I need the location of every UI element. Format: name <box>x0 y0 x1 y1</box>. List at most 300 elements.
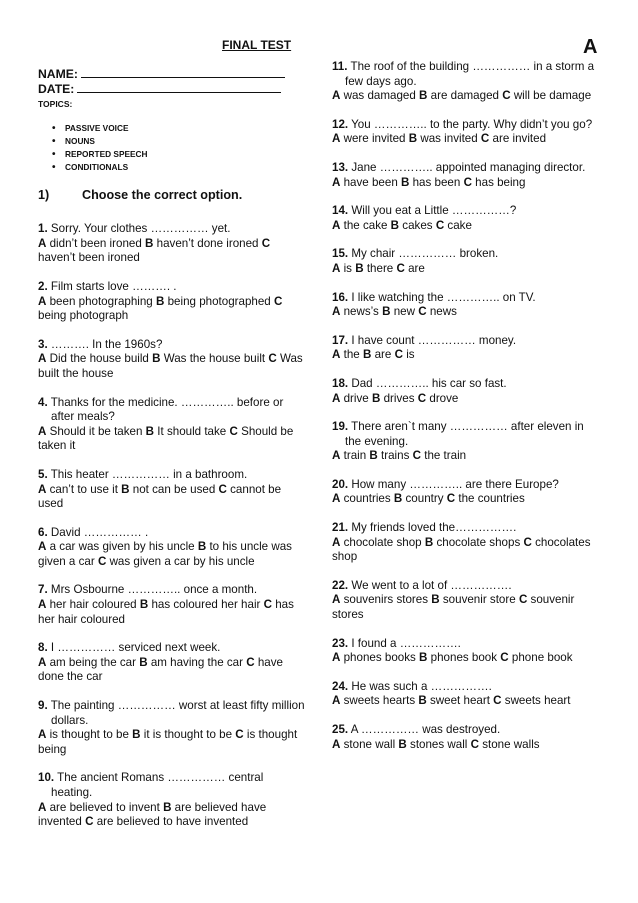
answer-option[interactable] <box>38 656 136 669</box>
question-number: 20. <box>332 477 349 491</box>
option-text: been photographing <box>49 294 153 308</box>
option-text: haven’t done ironed <box>156 236 259 250</box>
question-number: 2. <box>38 279 48 293</box>
answer-option[interactable] <box>332 348 360 361</box>
question-text-line <box>38 222 306 237</box>
option-letter: C <box>229 424 238 438</box>
question-number: 17. <box>332 333 349 347</box>
answer-options <box>332 262 602 277</box>
question-number: 16. <box>332 290 349 304</box>
option-text: souvenir store <box>442 593 516 607</box>
question-text: I …………… serviced next week. <box>50 641 221 655</box>
option-text: it is thought to be <box>143 728 233 742</box>
option-text: not can be used <box>132 482 216 496</box>
question-number: 7. <box>38 583 48 597</box>
section-instruction: Choose the correct option. <box>82 187 243 202</box>
option-text: am being the car <box>49 655 136 669</box>
question-text-line <box>38 771 306 800</box>
option-letter: B <box>132 728 141 742</box>
answer-options <box>332 536 602 565</box>
answer-option[interactable] <box>332 305 379 318</box>
option-letter: C <box>518 593 528 607</box>
question-number: 6. <box>38 525 48 539</box>
answer-options <box>38 801 306 830</box>
question-number: 1. <box>38 222 48 236</box>
option-letter: C <box>394 348 403 362</box>
option-text: there <box>366 261 394 275</box>
question-item <box>332 521 602 565</box>
answer-option[interactable] <box>332 593 428 606</box>
option-letter: B <box>145 236 154 250</box>
answer-options <box>332 738 602 753</box>
question-item <box>332 637 602 666</box>
answer-option[interactable] <box>121 483 215 496</box>
answer-options <box>332 492 602 507</box>
option-letter: C <box>417 391 427 405</box>
answer-option[interactable] <box>139 656 243 669</box>
question-text: How many ………….. are there Europe? <box>351 477 559 491</box>
option-letter: C <box>412 449 421 463</box>
answer-options <box>38 352 306 381</box>
option-text: is <box>343 261 352 275</box>
question-text: I found a ……………. <box>351 636 461 650</box>
option-letter: A <box>38 482 47 496</box>
option-letter: B <box>139 598 149 612</box>
answer-option[interactable] <box>152 352 265 365</box>
option-text: are invited <box>492 132 547 146</box>
option-letter: C <box>418 305 427 319</box>
option-letter: C <box>274 294 283 308</box>
answer-option[interactable] <box>398 738 467 751</box>
answer-options <box>38 656 306 685</box>
question-number: 3. <box>38 337 48 351</box>
answer-option[interactable] <box>332 492 391 505</box>
option-text: is <box>406 348 415 362</box>
option-text: countries <box>343 492 391 506</box>
answer-option[interactable] <box>425 536 520 549</box>
option-letter: C <box>268 352 277 366</box>
option-letter: A <box>38 655 47 669</box>
option-letter: A <box>332 348 341 362</box>
question-text-line <box>332 420 602 449</box>
question-number: 11. <box>332 60 348 73</box>
option-text: drive <box>343 391 369 405</box>
answer-options <box>38 425 306 454</box>
option-text: the countries <box>458 492 525 506</box>
question-text: This heater …………… in a bathroom. <box>50 467 248 481</box>
option-letter: B <box>418 694 427 708</box>
option-letter: C <box>463 175 472 189</box>
option-text: was damaged <box>343 89 416 103</box>
answer-option[interactable] <box>502 89 591 102</box>
option-text: are believed to have invented <box>96 815 249 829</box>
option-letter: A <box>332 651 341 665</box>
answer-option[interactable] <box>156 295 271 308</box>
answer-option[interactable] <box>418 392 459 405</box>
question-item <box>332 204 602 233</box>
question-item <box>332 377 602 406</box>
option-text: were invited <box>343 132 406 146</box>
option-text: can’t to use it <box>49 482 118 496</box>
option-text: stones wall <box>410 737 468 751</box>
question-text-line <box>38 583 306 598</box>
option-letter: A <box>332 89 341 103</box>
option-text: haven’t been ironed <box>38 251 140 265</box>
version-label: A <box>583 36 598 58</box>
answer-option[interactable] <box>98 555 255 568</box>
option-text: a car was given by his uncle <box>49 540 195 554</box>
option-letter: B <box>371 391 381 405</box>
answer-option[interactable] <box>332 132 405 145</box>
question-text: You ………….. to the party. Why didn’t you go? <box>351 117 593 131</box>
option-letter: C <box>263 598 272 612</box>
question-text: The roof of the building …………… in a storm a few days ago. <box>345 60 595 88</box>
option-text: to his uncle was given a car <box>38 540 292 568</box>
answer-option[interactable] <box>493 694 570 707</box>
question-item <box>38 526 306 570</box>
answer-options <box>332 132 602 147</box>
option-text: stone wall <box>343 737 396 751</box>
question-number: 14. <box>332 204 349 218</box>
answer-option[interactable] <box>38 483 118 496</box>
option-text: will be damage <box>513 89 592 103</box>
answer-option[interactable] <box>332 651 416 664</box>
option-letter: A <box>332 593 341 607</box>
answer-option[interactable] <box>419 89 499 102</box>
option-text: chocolate shop <box>343 535 422 549</box>
option-letter: B <box>431 593 440 607</box>
option-letter: B <box>398 737 407 751</box>
option-text: phone book <box>511 651 573 665</box>
question-text-line <box>332 377 602 392</box>
option-text: am having the car <box>150 655 243 669</box>
option-text: was invited <box>420 132 478 146</box>
question-text: Film starts love ………. . <box>50 279 177 293</box>
answer-option[interactable] <box>436 219 472 232</box>
answer-option[interactable] <box>409 132 478 145</box>
option-letter: C <box>85 815 94 829</box>
answer-option[interactable] <box>332 392 369 405</box>
question-item <box>332 161 602 190</box>
option-letter: C <box>502 89 511 103</box>
question-item <box>38 771 306 829</box>
option-letter: A <box>38 236 47 250</box>
question-number: 23. <box>332 636 349 650</box>
option-text: are believed to invent <box>49 800 160 814</box>
answer-option[interactable] <box>332 449 366 462</box>
answer-option[interactable] <box>395 348 415 361</box>
option-letter: C <box>493 694 502 708</box>
answer-option[interactable] <box>145 237 258 250</box>
option-letter: A <box>38 800 47 814</box>
answer-option[interactable] <box>391 219 433 232</box>
topic-item: • CONDITIONALS <box>65 161 306 174</box>
answer-option[interactable] <box>332 694 415 707</box>
option-letter: A <box>38 294 47 308</box>
option-letter: B <box>197 540 207 554</box>
option-letter: A <box>332 132 341 146</box>
question-number: 4. <box>38 395 48 409</box>
question-number: 12. <box>332 117 349 131</box>
option-letter: C <box>446 492 456 506</box>
option-text: are damaged <box>430 89 499 103</box>
answer-option[interactable] <box>332 176 398 189</box>
answer-options <box>38 483 306 512</box>
option-text: has her hair coloured <box>38 598 294 626</box>
option-text: is thought being <box>38 728 298 756</box>
answer-option[interactable] <box>500 651 572 664</box>
section-heading <box>38 188 306 203</box>
answer-option[interactable] <box>38 352 149 365</box>
option-text: the train <box>424 449 467 463</box>
question-text: He was such a ……………. <box>351 679 492 693</box>
answer-option[interactable] <box>38 540 195 553</box>
answer-options <box>332 176 602 191</box>
option-letter: A <box>332 694 341 708</box>
option-text: souvenirs stores <box>343 593 429 607</box>
option-text: cannot be used <box>38 482 282 511</box>
answer-option[interactable] <box>369 449 409 462</box>
option-text: drove <box>429 391 459 405</box>
option-letter: A <box>332 535 341 549</box>
question-item <box>332 118 602 147</box>
answer-options <box>332 694 602 709</box>
option-text: train <box>343 449 367 463</box>
answer-option[interactable] <box>464 176 526 189</box>
option-letter: C <box>246 655 255 669</box>
answer-options <box>38 540 306 569</box>
question-text-line <box>38 641 306 656</box>
answer-option[interactable] <box>394 492 444 505</box>
option-text: trains <box>381 449 410 463</box>
date-field <box>38 81 306 96</box>
option-letter: C <box>480 132 490 146</box>
question-text-line <box>332 247 602 262</box>
answer-option[interactable] <box>397 262 425 275</box>
answer-option[interactable] <box>85 815 248 828</box>
question-item <box>332 291 602 320</box>
option-text: souvenir stores <box>332 593 575 622</box>
name-field <box>38 66 306 81</box>
option-letter: A <box>332 305 341 319</box>
question-text-line <box>332 204 602 219</box>
answer-option[interactable] <box>332 738 395 751</box>
option-text: phones book <box>430 651 498 665</box>
option-letter: B <box>139 655 148 669</box>
topic-item: • NOUNS <box>65 135 306 148</box>
question-text-line <box>38 338 306 353</box>
question-text-line <box>38 396 306 425</box>
answer-option[interactable] <box>418 694 490 707</box>
page-title: FINAL TEST <box>222 38 292 52</box>
question-number: 19. <box>332 420 349 434</box>
answer-option[interactable] <box>332 536 422 549</box>
answer-options <box>332 392 602 407</box>
option-text: the cake <box>343 218 388 232</box>
answer-option[interactable] <box>38 728 129 741</box>
option-letter: B <box>408 132 418 146</box>
question-item <box>38 583 306 627</box>
question-text: David …………… . <box>50 525 149 539</box>
option-letter: A <box>38 728 47 742</box>
topics-label: TOPICS: <box>38 99 73 109</box>
question-text-line <box>332 161 602 176</box>
topics-list <box>38 122 306 174</box>
question-text: Sorry. Your clothes …………… yet. <box>50 222 231 236</box>
answer-option[interactable] <box>363 348 391 361</box>
question-number: 21. <box>332 521 349 535</box>
answer-option[interactable] <box>431 593 515 606</box>
answer-options <box>38 295 306 324</box>
answer-options <box>38 728 306 757</box>
answer-option[interactable] <box>372 392 415 405</box>
question-text: Will you eat a Little ……………? <box>351 204 517 218</box>
option-letter: A <box>332 449 341 463</box>
option-letter: B <box>369 449 378 463</box>
option-letter: B <box>145 424 155 438</box>
topic-item: • PASSIVE VOICE <box>65 122 306 135</box>
question-text: We went to a lot of ……………. <box>351 578 512 592</box>
option-text: Was the house built <box>163 352 266 366</box>
answer-option[interactable] <box>38 801 160 814</box>
question-item <box>332 60 602 104</box>
answer-option[interactable] <box>419 651 497 664</box>
answer-option[interactable] <box>132 728 232 741</box>
answer-option[interactable] <box>382 305 415 318</box>
option-letter: A <box>332 737 341 751</box>
question-text: ………. In the 1960s? <box>50 337 163 351</box>
question-text-line <box>38 699 306 728</box>
question-text: A …………… was destroyed. <box>350 723 501 736</box>
option-text: Was built the house <box>38 352 303 380</box>
option-letter: B <box>163 800 172 814</box>
option-letter: B <box>401 175 410 189</box>
answer-option[interactable] <box>332 219 387 232</box>
question-text-line <box>332 334 602 349</box>
name-line[interactable] <box>81 66 285 78</box>
answer-option[interactable] <box>401 176 460 189</box>
option-text: chocolates shop <box>332 535 591 564</box>
question-text: The painting …………… worst at least fifty million dollars. <box>50 699 305 727</box>
option-letter: B <box>152 352 161 366</box>
question-number: 10. <box>38 771 55 785</box>
question-text: Thanks for the medicine. ………….. before or after meals? <box>50 395 284 424</box>
answer-option[interactable] <box>413 449 467 462</box>
option-letter: C <box>470 737 479 751</box>
question-text: The ancient Romans …………… central heating. <box>51 771 264 799</box>
question-item <box>332 680 602 709</box>
question-text-line <box>332 60 602 89</box>
option-text: are <box>374 348 392 362</box>
option-text: is thought to be <box>49 728 129 742</box>
option-letter: A <box>332 391 341 405</box>
left-column <box>38 66 306 844</box>
option-letter: A <box>38 424 47 438</box>
option-letter: A <box>38 598 47 612</box>
question-number: 15. <box>332 247 349 261</box>
answer-option[interactable] <box>332 262 352 275</box>
answer-option[interactable] <box>481 132 546 145</box>
option-text: Should be taken it <box>38 424 294 453</box>
answer-option[interactable] <box>38 598 137 611</box>
option-letter: C <box>97 554 107 568</box>
question-item <box>332 334 602 363</box>
question-text-line <box>332 478 602 493</box>
answer-option[interactable] <box>471 738 540 751</box>
option-text: has coloured her hair <box>151 598 261 612</box>
answer-options <box>38 237 306 266</box>
answer-options <box>332 219 602 234</box>
answer-option[interactable] <box>38 237 142 250</box>
question-item <box>38 641 306 685</box>
question-text: I have count …………… money. <box>351 333 517 347</box>
question-text-line <box>38 468 306 483</box>
option-letter: B <box>382 305 391 319</box>
option-text: drives <box>383 391 415 405</box>
option-text: sweets hearts <box>343 694 416 708</box>
option-letter: C <box>235 728 244 742</box>
question-item <box>38 468 306 512</box>
answer-option[interactable] <box>447 492 525 505</box>
question-text: There aren`t many …………… after eleven in the evening. <box>345 420 584 448</box>
answer-option[interactable] <box>332 89 416 102</box>
question-text-line <box>332 680 602 695</box>
option-text: has been <box>412 175 461 189</box>
question-item <box>38 280 306 324</box>
answer-options <box>332 593 602 622</box>
option-text: have done the car <box>38 655 283 684</box>
option-letter: B <box>355 261 364 275</box>
question-number: 18. <box>332 376 349 390</box>
option-letter: C <box>500 651 509 665</box>
option-letter: C <box>523 535 532 549</box>
date-line[interactable] <box>77 81 281 93</box>
answer-options <box>38 598 306 627</box>
option-text: Did the house build <box>49 352 149 366</box>
option-text: the <box>343 348 360 362</box>
answer-options <box>332 305 602 320</box>
option-text: being photographed <box>167 294 271 308</box>
question-text-line <box>332 579 602 594</box>
question-text-line <box>332 723 602 738</box>
question-item <box>38 396 306 454</box>
question-number: 13. <box>332 160 349 174</box>
question-item <box>332 420 602 464</box>
answer-option[interactable] <box>355 262 393 275</box>
answer-options <box>332 449 602 464</box>
question-text: My chair …………… broken. <box>351 247 499 261</box>
option-letter: A <box>332 492 341 506</box>
question-text: Jane ………….. appointed managing director. <box>351 160 586 174</box>
answer-option[interactable] <box>38 295 153 308</box>
option-letter: B <box>419 89 428 103</box>
option-text: country <box>405 492 444 506</box>
question-item <box>38 699 306 757</box>
answer-option[interactable] <box>140 598 261 611</box>
answer-option[interactable] <box>38 425 142 438</box>
option-letter: B <box>390 218 400 232</box>
question-text-line <box>332 291 602 306</box>
option-letter: C <box>396 261 405 275</box>
question-number: 9. <box>38 699 48 713</box>
option-letter: B <box>362 348 372 362</box>
answer-option[interactable] <box>146 425 227 438</box>
option-text: was given a car by his uncle <box>109 554 255 568</box>
answer-option[interactable] <box>418 305 457 318</box>
option-text: new <box>393 305 415 319</box>
option-text: being photograph <box>38 309 129 323</box>
topic-item: • REPORTED SPEECH <box>65 148 306 161</box>
